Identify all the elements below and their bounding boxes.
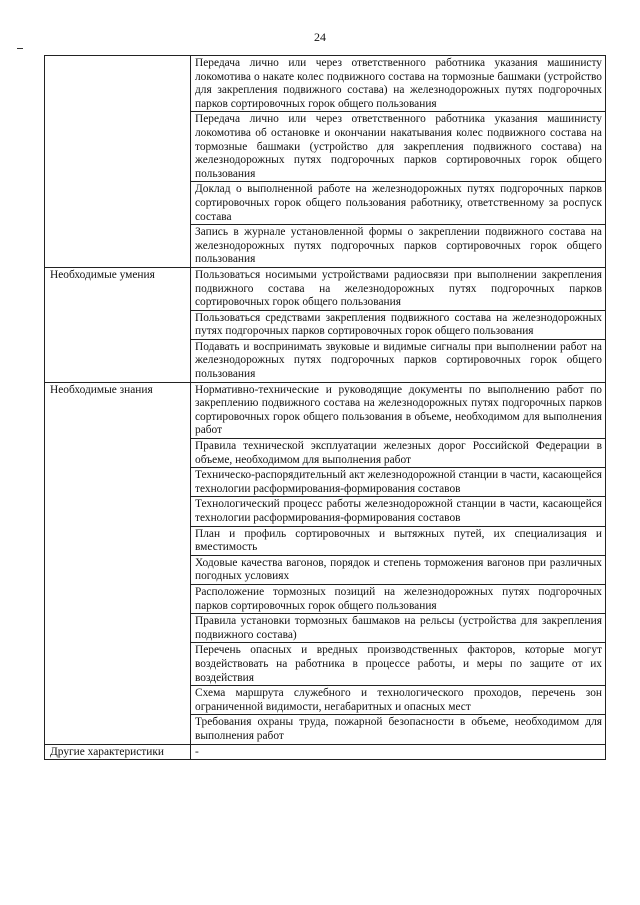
knowledge-item: Техническо-распорядительный акт железнодорожной станции в части, касающейся технологии расформирования-формирования составов — [191, 468, 606, 497]
knowledge-item: Перечень опасных и вредных производственных факторов, которые могут воздействовать на работника в процессе работы, и меры по защите от их воздействия — [191, 643, 606, 686]
labor-action-item: Передача лично или через ответственного работника указания машинисту локомотива об остановке и окончании накатывания колес подвижного состава на тормозные башмаки (устройство для закрепления подвижного состава) на железнодорожных путях подгорочных парков сортировочных горок общего пользования — [191, 112, 606, 182]
page-number: 24 — [314, 30, 326, 44]
other-characteristics-label: Другие характеристики — [45, 744, 191, 760]
labor-action-item: Передача лично или через ответственного работника указания машинисту локомотива о накате колес подвижного состава на тормозные башмаки (устройство для закрепления подвижного состава) на железнодорожных путях подгорочных парков сортировочных горок общего пользования — [191, 56, 606, 112]
knowledge-item: Технологический процесс работы железнодорожной станции в части, касающейся технологии расформирования-формирования составов — [191, 497, 606, 526]
qualification-table — [44, 55, 606, 760]
required-knowledge-label: Необходимые знания — [45, 382, 191, 744]
skill-item: Пользоваться средствами закрепления подвижного состава на железнодорожных путях подгорочных парков сортировочных горок общего пользования — [191, 310, 606, 339]
labor-action-item: Доклад о выполненной работе на железнодорожных путях подгорочных парков сортировочных горок общего пользования работнику, ответственному за роспуск состава — [191, 182, 606, 225]
skill-item: Подавать и воспринимать звуковые и видимые сигналы при выполнении работ на железнодорожных путях подгорочных парков сортировочных горок общего пользования — [191, 339, 606, 382]
knowledge-item: Правила технической эксплуатации железных дорог Российской Федерации в объеме, необходимом для выполнения работ — [191, 439, 606, 468]
knowledge-item: Ходовые качества вагонов, порядок и степень торможения вагонов при различных погодных условиях — [191, 555, 606, 584]
table-row — [45, 744, 606, 760]
margin-dash-mark — [17, 48, 23, 49]
knowledge-item: Правила установки тормозных башмаков на рельсы (устройства для закрепления подвижного состава) — [191, 614, 606, 643]
other-characteristics-value: - — [191, 744, 606, 760]
table-row — [45, 267, 606, 310]
row-label-continued — [45, 56, 191, 268]
knowledge-item: Нормативно-технические и руководящие документы по выполнению работ по закреплению подвижного состава на железнодорожных путях подгорочных парков сортировочных горок общего пользования в объеме, необходимом для выполнения работ — [191, 382, 606, 438]
skill-item: Пользоваться носимыми устройствами радиосвязи при выполнении закрепления подвижного состава на железнодорожных путях подгорочных парков сортировочных горок общего пользования — [191, 267, 606, 310]
knowledge-item: План и профиль сортировочных и вытяжных путей, их специализация и вместимость — [191, 526, 606, 555]
labor-action-item: Запись в журнале установленной формы о закреплении подвижного состава на железнодорожных путях подгорочных парков сортировочных горок общего пользования — [191, 225, 606, 268]
table-row — [45, 382, 606, 438]
required-skills-label: Необходимые умения — [45, 267, 191, 382]
table-row — [45, 56, 606, 112]
knowledge-item: Схема маршрута служебного и технологического проходов, перечень зон ограниченной видимости, негабаритных и опасных мест — [191, 686, 606, 715]
knowledge-item: Расположение тормозных позиций на железнодорожных путях подгорочных парков сортировочных горок общего пользования — [191, 584, 606, 613]
knowledge-item: Требования охраны труда, пожарной безопасности в объеме, необходимом для выполнения работ — [191, 715, 606, 744]
